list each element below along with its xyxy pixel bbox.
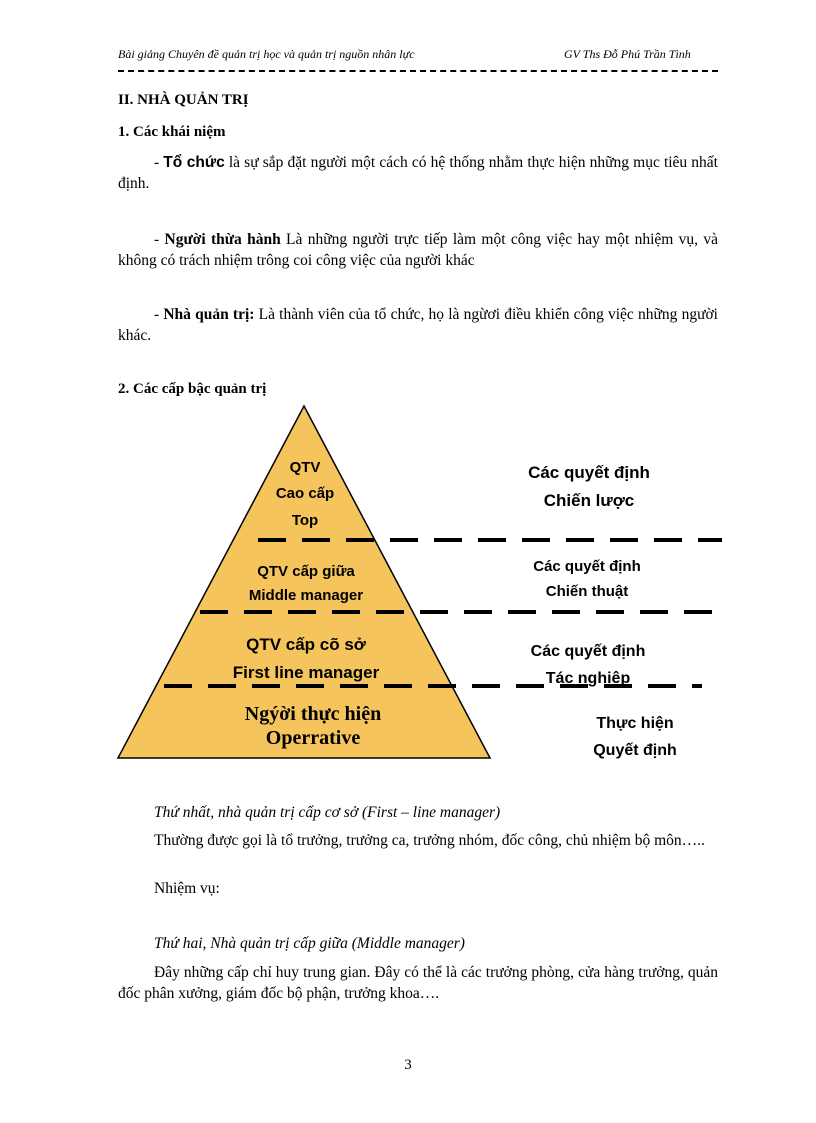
decision-operational-line1: Các quyết định <box>530 643 646 660</box>
decision-strategic-line2: Chiến lược <box>543 491 635 510</box>
header-course-title: Bài giảng Chuyên đề quản trị học và quản trị nguồn nhân lực <box>118 47 415 61</box>
subsection-management-levels: 2. Các cấp bậc quản trị <box>118 381 267 397</box>
management-pyramid-diagram <box>110 400 730 770</box>
middle-manager-heading: Thứ hai, Nhà quản trị cấp giữa (Middle manager) <box>154 935 465 952</box>
level-top-line3: Top <box>291 512 319 529</box>
first-line-tasks: Nhiệm vụ: <box>154 880 220 897</box>
decision-tactical-line1: Các quyết định <box>533 558 641 575</box>
definition-manager: - Nhà quản trị: Là thành viên của tổ chức, họ là ngừơi điều khiển công việc những người khác. <box>118 306 718 344</box>
level-top-line2: Cao cấp <box>275 485 335 502</box>
level-top-line1: QTV <box>289 459 321 476</box>
first-line-heading: Thứ nhất, nhà quản trị cấp cơ sở (First – line manager) <box>154 804 501 821</box>
level-operative-line2: Operrative <box>265 727 361 749</box>
term-organization: Tổ chức <box>163 154 225 171</box>
definition-worker: - Người thừa hành Là những người trực tiếp làm một công việc hay một nhiệm vụ, và không có trách nhiệm trông coi công việc của người khác <box>118 231 718 269</box>
decision-execute-line2: Quyết định <box>593 742 677 759</box>
middle-manager-description: Đây những cấp chỉ huy trung gian. Đây có thể là các trưởng phòng, cửa hàng trưởng, quản đốc phân xưởng, giám đốc bộ phận, trưởng khoa…. <box>118 964 718 1002</box>
section-title: II. NHÀ QUẢN TRỊ <box>118 92 249 108</box>
subsection-concepts: 1. Các khái niệm <box>118 124 226 140</box>
decision-execute-line1: Thực hiện <box>596 715 674 732</box>
level-first-line1: QTV cấp cõ sở <box>246 635 366 654</box>
header-author: GV Ths Đỗ Phú Trần Tình <box>564 47 691 61</box>
level-middle-line1: QTV cấp giữa <box>257 563 355 580</box>
term-worker: Người thừa hành <box>164 231 281 248</box>
decision-strategic-line1: Các quyết định <box>528 463 650 482</box>
term-manager: Nhà quản trị: <box>163 306 255 323</box>
level-first-line2: First line manager <box>232 663 380 682</box>
definition-organization: - Tổ chức là sự sắp đặt người một cách có hệ thống nhằm thực hiện những mục tiêu nhất định. <box>118 154 718 192</box>
page-number: 3 <box>404 1057 412 1073</box>
first-line-description: Thường được gọi là tổ trưởng, trưởng ca, trưởng nhóm, đốc công, chủ nhiệm bộ môn….. <box>154 832 705 849</box>
level-operative-line1: Ngýời thực hiện <box>244 703 382 725</box>
decision-tactical-line2: Chiến thuật <box>545 583 629 600</box>
decision-operational-line2: Tác nghiệp <box>545 670 631 687</box>
level-middle-line2: Middle manager <box>248 587 364 604</box>
header-divider <box>118 70 718 72</box>
